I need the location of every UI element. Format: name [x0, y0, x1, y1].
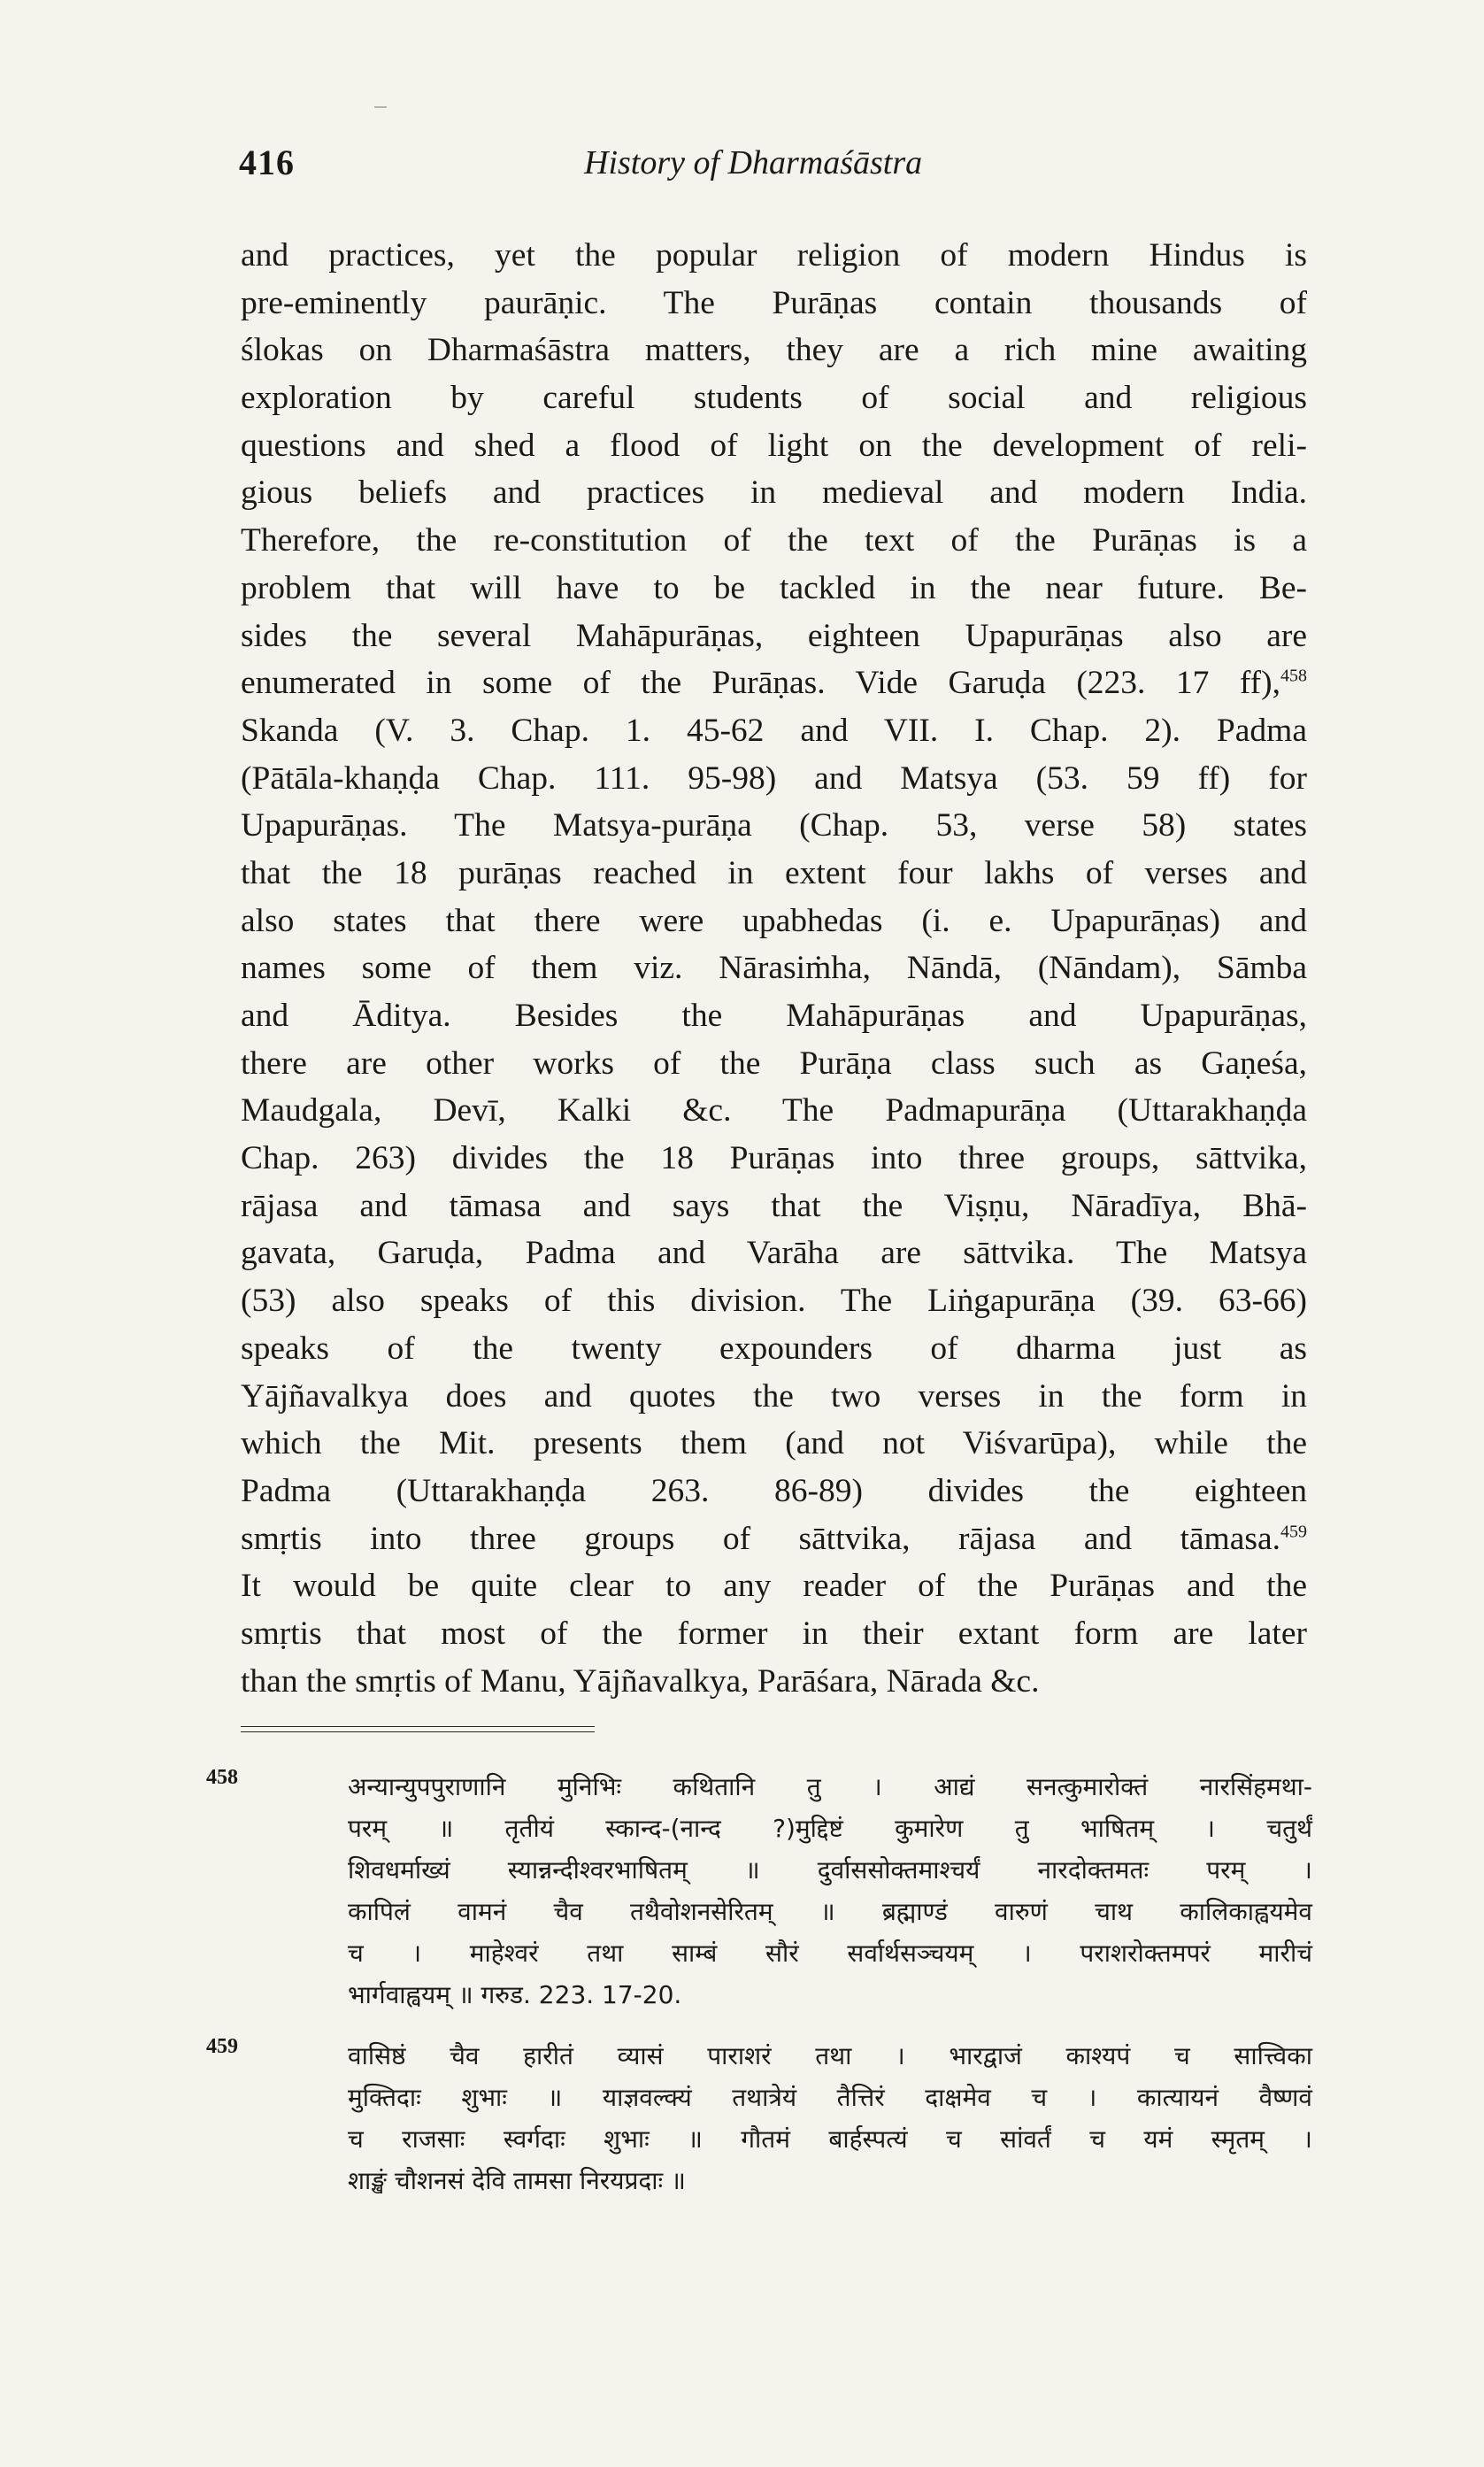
text-line: which the Mit. presents them (and not Viśvarūpa), while the [241, 1425, 1307, 1462]
text-line: and practices, yet the popular religion of modern Hindus is [241, 237, 1307, 274]
text-line: and Āditya. Besides the Mahāpurāṇas and Upapurāṇas, [241, 998, 1307, 1034]
footnote-line: च राजसाः स्वर्गदाः शुभाः ॥ गौतमं बार्हस्पत्यं च सांवर्तं च यमं स्मृतम् । [348, 2124, 1312, 2154]
text-line: (53) also speaks of this division. The Liṅgapurāṇa (39. 63-66) [241, 1283, 1307, 1320]
text-line: smṛtis into three groups of sāttvika, rājasa and tāmasa.$^{459}$ [241, 1520, 1307, 1557]
footnote [206, 1766, 1312, 2016]
page-number: 416 [239, 143, 295, 182]
text-line: Therefore, the re-constitution of the text of the Purāṇas is a [241, 522, 1307, 559]
text-line: Yājñavalkya does and quotes the two verses in the form in [241, 1377, 1307, 1415]
footnote-reference[interactable]: 458 [1280, 666, 1307, 686]
text-line: gious beliefs and practices in medieval and modern India. [241, 474, 1307, 512]
text-line: (Pātāla-khaṇḍa Chap. 111. 95-98) and Matsya (53. 59 ff) for [241, 759, 1307, 797]
text-line: Upapurāṇas. The Matsya-purāṇa (Chap. 53, verse 58) states [241, 807, 1307, 844]
footnote-line: च । माहेश्वरं तथा साम्बं सौरं सर्वार्थसञ्चयम् । पराशरोक्तमपरं मारीचं [348, 1939, 1312, 1968]
footnote-text [348, 1766, 1312, 2016]
text-line: than the smṛtis of Manu, Yājñavalkya, Parāśara, Nārada &c. [241, 1662, 1040, 1700]
running-title: History of Dharmaśāstra [584, 144, 923, 181]
text-line: Skanda (V. 3. Chap. 1. 45-62 and VII. I. Chap. 2). Padma [241, 712, 1307, 749]
text-line: It would be quite clear to any reader of the Purāṇas and the [241, 1568, 1307, 1605]
text-line: Padma (Uttarakhaṇḍa 263. 86-89) divides the eighteen [241, 1472, 1307, 1509]
footnote-number: 458 [206, 1766, 238, 1789]
footnote-number: 459 [206, 2035, 238, 2058]
footnote-line: शिवधर्माख्यं स्यान्नन्दीश्वरभाषितम् ॥ दुर्वाससोक्तमाश्चर्यं नारदोक्तमतः परम् । [348, 1855, 1312, 1885]
footnote-line: वासिष्ठं चैव हारीतं व्यासं पाराशरं तथा । भारद्वाजं काश्यपं च सात्त्विका [348, 2041, 1312, 2070]
text-line: exploration by careful students of social and religious [241, 380, 1307, 417]
scan-mark [374, 106, 387, 108]
footnote-line: कापिलं वामनं चैव तथैवोशनसेरितम् ॥ ब्रह्माण्डं वारुणं चाथ कालिकाह्वयमेव [348, 1897, 1312, 1926]
footnotes [206, 1766, 1312, 2221]
text-line: Maudgala, Devī, Kalki &c. The Padmapurāṇa (Uttarakhaṇḍa [241, 1092, 1307, 1129]
text-line: problem that will have to be tackled in the near future. Be- [241, 569, 1307, 606]
footnote [206, 2035, 1312, 2201]
text-line: questions and shed a flood of light on the development of reli- [241, 427, 1307, 464]
footnote-rule [241, 1726, 595, 1732]
text-line: speaks of the twenty expounders of dharma just as [241, 1330, 1307, 1367]
text-line: Chap. 263) divides the 18 Purāṇas into three groups, sāttvika, [241, 1140, 1307, 1177]
text-line: sides the several Mahāpurāṇas, eighteen Upapurāṇas also are [241, 617, 1307, 654]
text-line: ślokas on Dharmaśāstra matters, they are a rich mine awaiting [241, 332, 1307, 369]
text-line: gavata, Garuḍa, Padma and Varāha are sāttvika. The Matsya [241, 1235, 1307, 1272]
main-text [241, 232, 1307, 1705]
footnote-reference[interactable]: 459 [1280, 1522, 1307, 1542]
footnote-line: भार्गवाह्वयम् ॥ गरुड. 223. 17-20. [348, 1980, 682, 2009]
footnote-line: मुक्तिदाः शुभाः ॥ याज्ञवल्क्यं तथात्रेयं तैत्तिरं दाक्षमेव च । कात्यायनं वैष्णवं [348, 2083, 1312, 2112]
text-line: that the 18 purāṇas reached in extent four lakhs of verses and [241, 854, 1307, 891]
footnote-line: अन्यान्युपपुराणानि मुनिभिः कथितानि तु । आद्यं सनत्कुमारोक्तं नारसिंहमथा- [348, 1772, 1312, 1801]
footnote-line: शाङ्खं चौशनसं देवि तामसा निरयप्रदाः ॥ [348, 2166, 686, 2195]
page-header [239, 142, 1319, 195]
text-line: pre-eminently paurāṇic. The Purāṇas contain thousands of [241, 284, 1307, 321]
text-line: smṛtis that most of the former in their extant form are later [241, 1615, 1307, 1652]
text-line: also states that there were upabhedas (i. e. Upapurāṇas) and [241, 902, 1307, 939]
text-line: there are other works of the Purāṇa class such as Gaṇeśa, [241, 1045, 1307, 1082]
footnote-line: परम् ॥ तृतीयं स्कान्द-(नान्द ?)मुद्दिष्टं कुमारेण तु भाषितम् । चतुर्थं [348, 1814, 1312, 1843]
text-line: rājasa and tāmasa and says that the Viṣṇu, Nāradīya, Bhā- [241, 1187, 1307, 1224]
text-line: enumerated in some of the Purāṇas. Vide Garuḍa (223. 17 ff),$^{458}$ [241, 665, 1307, 702]
text-line: names some of them viz. Nārasiṁha, Nāndā, (Nāndam), Sāmba [241, 950, 1307, 987]
footnote-text [348, 2035, 1312, 2201]
